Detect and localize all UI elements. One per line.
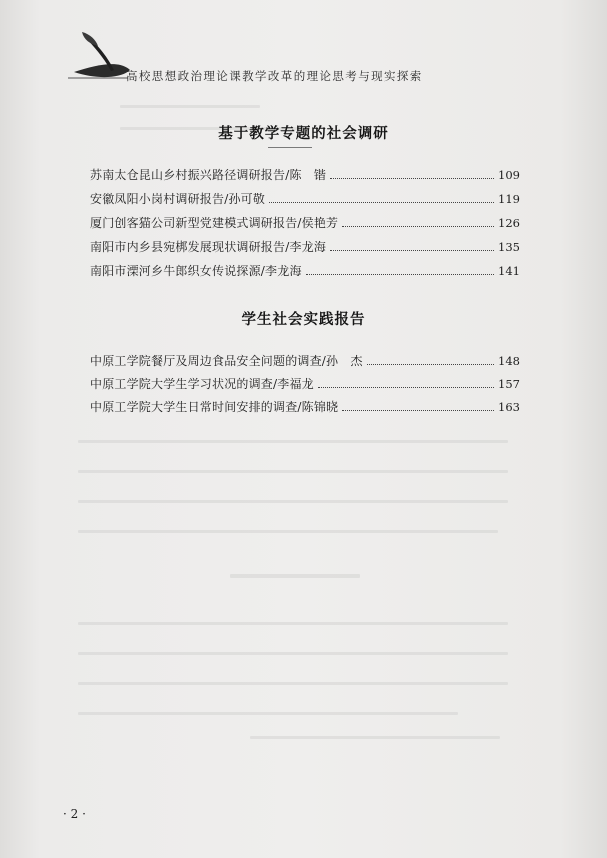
dot-leader: [269, 193, 494, 203]
toc-page-number: 157: [498, 377, 520, 391]
show-through-mark: [120, 105, 260, 108]
show-through-mark: [78, 682, 508, 685]
show-through-mark: [78, 500, 508, 503]
toc-entry-title: 中原工学院餐厅及周边食品安全问题的调查/孙 杰: [90, 354, 363, 368]
toc-entry-title: 中原工学院大学生学习状况的调查/李福龙: [90, 377, 314, 391]
running-title: 高校思想政治理论课教学改革的理论思考与现实探索: [126, 69, 423, 83]
toc-entry-title: 厦门创客猫公司新型党建模式调研报告/侯艳芳: [90, 216, 339, 230]
show-through-mark: [78, 622, 508, 625]
running-header: [68, 30, 488, 90]
dot-leader: [330, 241, 494, 251]
toc-page-number: 163: [498, 400, 520, 414]
toc-page-number: 119: [498, 192, 520, 206]
toc-page-number: 141: [498, 264, 520, 278]
toc-entry[interactable]: [90, 398, 520, 416]
toc-entry[interactable]: [90, 352, 520, 370]
show-through-mark: [250, 736, 500, 739]
toc-page-number: 148: [498, 354, 520, 368]
toc-page-number: 135: [498, 240, 520, 254]
toc-page-number: 109: [498, 168, 520, 182]
toc-entry[interactable]: [90, 375, 520, 393]
dot-leader: [342, 401, 494, 411]
toc-entry[interactable]: [90, 238, 520, 256]
show-through-mark: [78, 470, 508, 473]
toc-entry-title: 安徽凤阳小岗村调研报告/孙可敬: [90, 192, 266, 206]
section-title: 基于教学专题的社会调研: [218, 125, 389, 142]
toc-entry-title: 南阳市溧河乡牛郎织女传说探源/李龙海: [90, 264, 302, 278]
dot-leader: [306, 265, 494, 275]
show-through-mark: [230, 574, 360, 578]
show-through-mark: [78, 712, 458, 715]
dot-leader: [342, 217, 494, 227]
toc-page-number: 126: [498, 216, 520, 230]
show-through-mark: [78, 440, 508, 443]
toc-entry[interactable]: [90, 190, 520, 208]
toc-entry[interactable]: [90, 166, 520, 184]
page-number-footer: · 2 ·: [63, 807, 86, 821]
dot-leader: [318, 378, 494, 388]
title-underline: [268, 147, 312, 148]
dot-leader: [367, 355, 494, 365]
section-title: 学生社会实践报告: [241, 311, 366, 328]
show-through-mark: [78, 530, 498, 533]
dot-leader: [330, 169, 494, 179]
toc-entry-title: 南阳市内乡县宛梆发展现状调研报告/李龙海: [90, 240, 327, 254]
toc-entry-title: 中原工学院大学生日常时间安排的调查/陈锦晓: [90, 400, 339, 414]
show-through-mark: [78, 652, 508, 655]
toc-entry[interactable]: [90, 262, 520, 280]
toc-entry-title: 苏南太仓昆山乡村振兴路径调研报告/陈 锴: [90, 168, 327, 182]
toc-entry[interactable]: [90, 214, 520, 232]
